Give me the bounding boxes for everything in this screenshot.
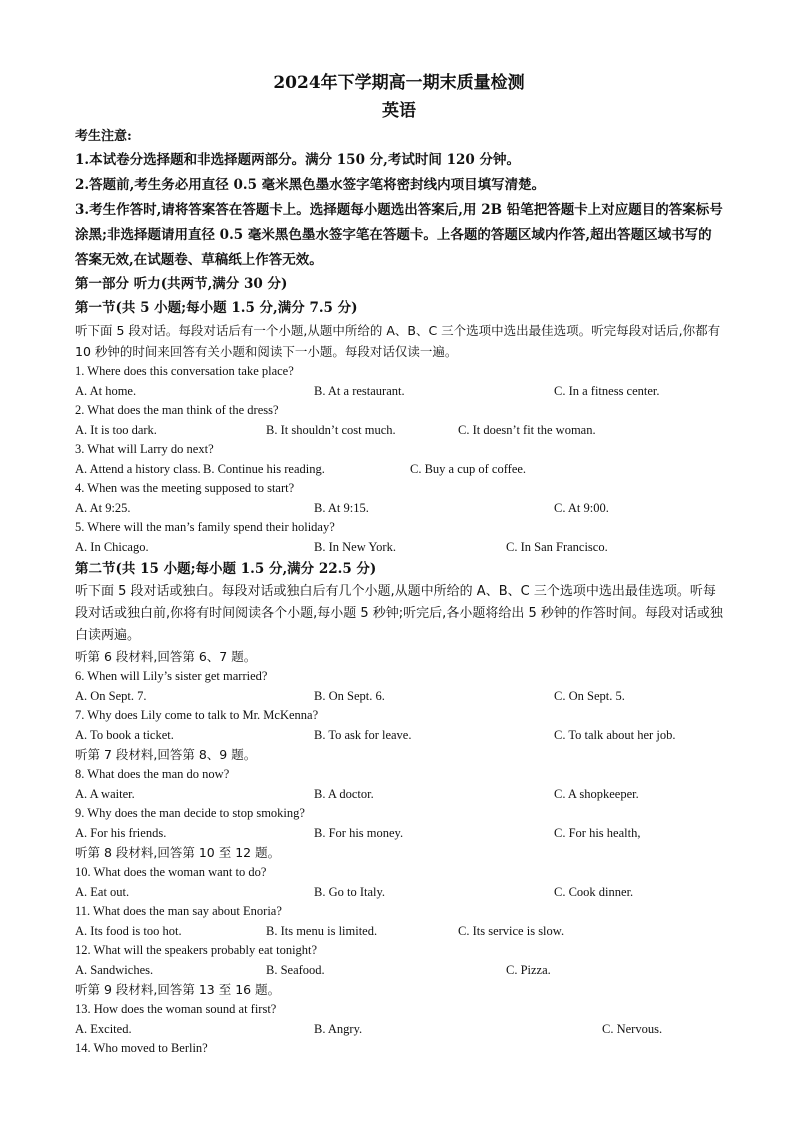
question-stem: 9. Why does the man decide to stop smoking? xyxy=(75,806,305,820)
material-heading: 听第 9 段材料,回答第 13 至 16 题。 xyxy=(75,982,281,997)
option-a: A. At home. xyxy=(75,383,137,398)
question-options xyxy=(75,538,723,558)
option-a: A. A waiter. xyxy=(75,786,135,801)
question-stem: 13. How does the woman sound at first? xyxy=(75,1002,277,1016)
question-options xyxy=(75,499,723,519)
option-a: A. On Sept. 7. xyxy=(75,688,147,703)
option-a: A. For his friends. xyxy=(75,825,167,840)
question-stem: 11. What does the man say about Enoria? xyxy=(75,904,282,918)
option-a: A. Excited. xyxy=(75,1021,132,1036)
option-a: A. Its food is too hot. xyxy=(75,923,182,938)
question-stem: 3. What will Larry do next? xyxy=(75,442,214,456)
question-options xyxy=(75,382,723,402)
option-b: B. In New York. xyxy=(314,539,396,554)
option-c: C. A shopkeeper. xyxy=(554,786,639,801)
option-a: A. To book a ticket. xyxy=(75,727,174,742)
question-options xyxy=(75,785,723,805)
section-instruction: 听下面 5 段对话或独白。每段对话或独白后有几个小题,从题中所给的 A、B、C 三个选项中选出最佳选项。听每段对话或独白前,你将有时间阅读各个小题,每小题 5 秒钟;听完后,各小题将给出 5 秒钟的作答时间。每段对话或独白读两遍。 xyxy=(75,584,723,643)
option-a: A. It is too dark. xyxy=(75,422,157,437)
question-options xyxy=(75,460,723,480)
option-c: C. At 9:00. xyxy=(554,500,609,515)
exam-title: 2024年下学期高一期末质量检测 xyxy=(273,73,525,93)
option-b: B. Seafood. xyxy=(266,962,325,977)
question-stem: 2. What does the man think of the dress? xyxy=(75,403,279,417)
option-b: B. Continue his reading. xyxy=(203,461,325,476)
material-heading: 听第 8 段材料,回答第 10 至 12 题。 xyxy=(75,845,281,860)
question-options xyxy=(75,421,723,441)
question-stem: 10. What does the woman want to do? xyxy=(75,865,267,879)
question-stem: 12. What will the speakers probably eat tonight? xyxy=(75,943,318,957)
option-b: B. To ask for leave. xyxy=(314,727,412,742)
section-heading: 第一节(共 5 小题;每小题 1.5 分,满分 7.5 分) xyxy=(75,300,358,316)
question-options xyxy=(75,961,723,981)
notice-item: 3.考生作答时,请将答案答在答题卡上。选择题每小题选出答案后,用 2B 铅笔把答题卡上对应题目的答案标号涂黑;非选择题请用直径 0.5 毫米黑色墨水签字笔在答题卡。上各题的答题区域内作答,超出答题区域书写的答案无效,在试题卷、草稿纸上作答无效。 xyxy=(75,202,723,268)
option-c: C. On Sept. 5. xyxy=(554,688,625,703)
option-c: C. Cook dinner. xyxy=(554,884,634,899)
option-b: B. At 9:15. xyxy=(314,500,369,515)
section-heading: 第二节(共 15 小题;每小题 1.5 分,满分 22.5 分) xyxy=(75,561,377,577)
notice-item: 1.本试卷分选择题和非选择题两部分。满分 150 分,考试时间 120 分钟。 xyxy=(75,152,520,168)
option-c: C. Buy a cup of coffee. xyxy=(410,461,527,476)
option-c: C. Its service is slow. xyxy=(458,923,565,938)
option-b: B. Go to Italy. xyxy=(314,884,386,899)
option-a: A. Sandwiches. xyxy=(75,962,154,977)
question-stem: 14. Who moved to Berlin? xyxy=(75,1041,208,1055)
question-stem: 4. When was the meeting supposed to start? xyxy=(75,481,295,495)
exam-subject: 英语 xyxy=(382,101,416,121)
option-b: B. For his money. xyxy=(314,825,404,840)
question-stem: 8. What does the man do now? xyxy=(75,767,230,781)
option-a: A. Eat out. xyxy=(75,884,130,899)
question-stem: 5. Where will the man’s family spend their holiday? xyxy=(75,520,335,534)
option-b: B. It shouldn’t cost much. xyxy=(266,422,396,437)
option-c: C. It doesn’t fit the woman. xyxy=(458,422,596,437)
material-heading: 听第 6 段材料,回答第 6、7 题。 xyxy=(75,649,257,664)
question-options xyxy=(75,824,723,844)
question-options xyxy=(75,883,723,903)
option-b: B. Angry. xyxy=(314,1021,363,1036)
option-c: C. To talk about her job. xyxy=(554,727,676,742)
option-c: C. Pizza. xyxy=(506,962,551,977)
material-heading: 听第 7 段材料,回答第 8、9 题。 xyxy=(75,747,257,762)
exam-page xyxy=(75,70,723,1059)
option-c: C. Nervous. xyxy=(602,1021,663,1036)
option-b: B. Its menu is limited. xyxy=(266,923,378,938)
option-c: C. For his health, xyxy=(554,825,641,840)
question-options xyxy=(75,687,723,707)
question-stem: 1. Where does this conversation take place? xyxy=(75,364,294,378)
question-options xyxy=(75,726,723,746)
option-a: A. In Chicago. xyxy=(75,539,149,554)
option-a: A. Attend a history class. xyxy=(75,461,201,476)
question-stem: 7. Why does Lily come to talk to Mr. McKenna? xyxy=(75,708,319,722)
notice-heading: 考生注意: xyxy=(75,129,132,144)
question-options xyxy=(75,1020,723,1040)
question-stem: 6. When will Lily’s sister get married? xyxy=(75,669,268,683)
notice-item: 2.答题前,考生务必用直径 0.5 毫米黑色墨水签字笔将密封线内项目填写清楚。 xyxy=(75,177,546,193)
section-instruction: 听下面 5 段对话。每段对话后有一个小题,从题中所给的 A、B、C 三个选项中选出最佳选项。听完每段对话后,你都有 10 秒钟的时间来回答有关小题和阅读下一小题。每段对话仅读一遍。 xyxy=(75,323,721,359)
question-options xyxy=(75,922,723,942)
option-a: A. At 9:25. xyxy=(75,500,131,515)
option-b: B. At a restaurant. xyxy=(314,383,405,398)
option-b: B. A doctor. xyxy=(314,786,374,801)
option-b: B. On Sept. 6. xyxy=(314,688,385,703)
option-c: C. In San Francisco. xyxy=(506,539,608,554)
part-heading: 第一部分 听力(共两节,满分 30 分) xyxy=(75,276,288,292)
option-c: C. In a fitness center. xyxy=(554,383,660,398)
